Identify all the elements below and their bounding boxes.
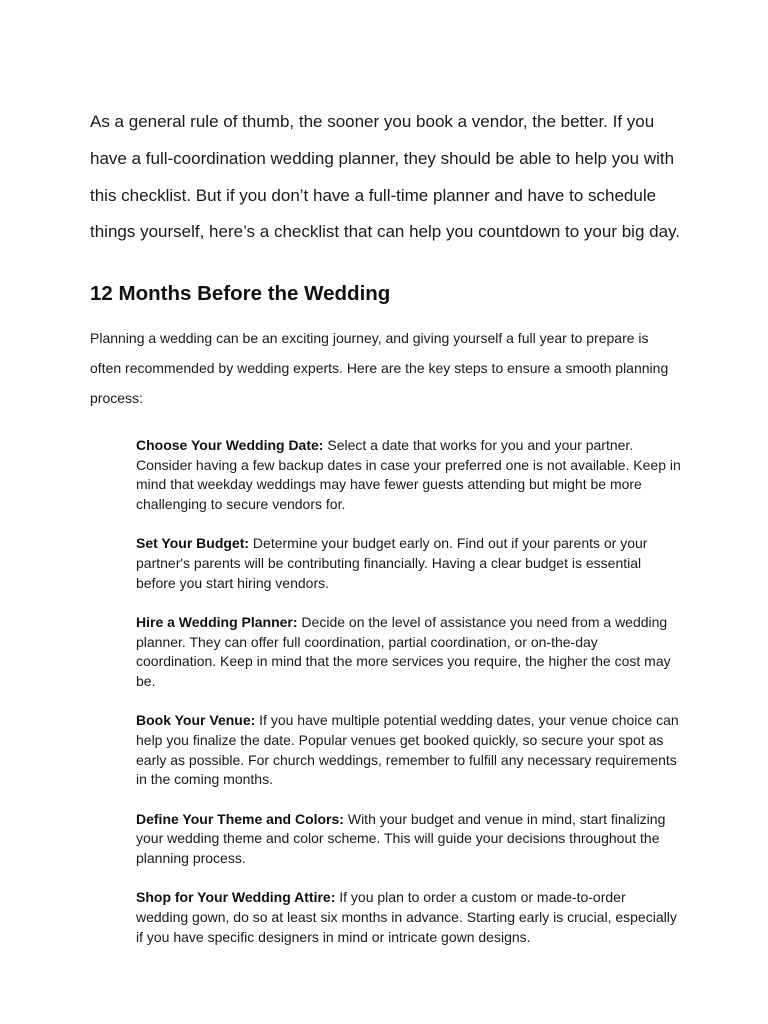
checklist-item-wedding-planner — [136, 613, 681, 692]
checklist-item-title: Set Your Budget: — [136, 535, 250, 552]
checklist-item-title: Hire a Wedding Planner: — [136, 613, 298, 630]
checklist-item-venue — [136, 711, 681, 790]
checklist-item-text: If you plan to order a custom or made-to-order wedding gown, do so at least six months in advance. Starting early is crucial, especially if you have specific designers in mind or intricate gown designs. — [136, 889, 677, 945]
checklist-item-title: Shop for Your Wedding Attire: — [136, 889, 336, 906]
checklist-item-title: Define Your Theme and Colors: — [136, 810, 344, 827]
checklist-item-wedding-date — [136, 436, 681, 515]
section-lead-paragraph: Planning a wedding can be an exciting journey, and giving yourself a full year to prepare is often recommended by wedding experts. Here are the key steps to ensure a smooth planning process: — [90, 330, 669, 406]
intro-paragraph: As a general rule of thumb, the sooner you book a vendor, the better. If you have a full-coordination wedding planner, they should be able to help you with this checklist. But if you don’t have a full-time planner and have to schedule things yourself, here’s a checklist that can help you countdown to your big day. — [90, 112, 680, 242]
checklist — [136, 436, 681, 967]
checklist-item-text: If you have multiple potential wedding dates, your venue choice can help you finalize the date. Popular venues get booked quickly, so secure your spot as early as possible. For church weddings, remember to fulfill any necessary requirements in the coming months. — [136, 712, 679, 788]
checklist-item-text: With your budget and venue in mind, start finalizing your wedding theme and color scheme. This will guide your decisions throughout the planning process. — [136, 810, 666, 866]
checklist-item-text: Decide on the level of assistance you need from a wedding planner. They can offer full coordination, partial coordination, or on-the-day coordination. Keep in mind that the more services you require, the higher the cost may be. — [136, 613, 671, 690]
checklist-item-budget — [136, 534, 681, 593]
checklist-item-text: Select a date that works for you and your partner. Consider having a few backup dates in case your preferred one is not available. Keep in mind that weekday weddings may have fewer guests attending but might be more challenging to secure vendors for. — [136, 437, 681, 513]
section-heading: 12 Months Before the Wedding — [90, 282, 391, 305]
checklist-item-attire — [136, 888, 681, 947]
checklist-item-title: Choose Your Wedding Date: — [136, 437, 324, 453]
checklist-item-text: Determine your budget early on. Find out if your parents or your partner's parents will be contributing financially. Having a clear budget is essential before you start hiring vendors. — [136, 535, 648, 591]
checklist-item-theme-colors — [136, 810, 681, 869]
checklist-item-title: Book Your Venue: — [136, 712, 256, 729]
